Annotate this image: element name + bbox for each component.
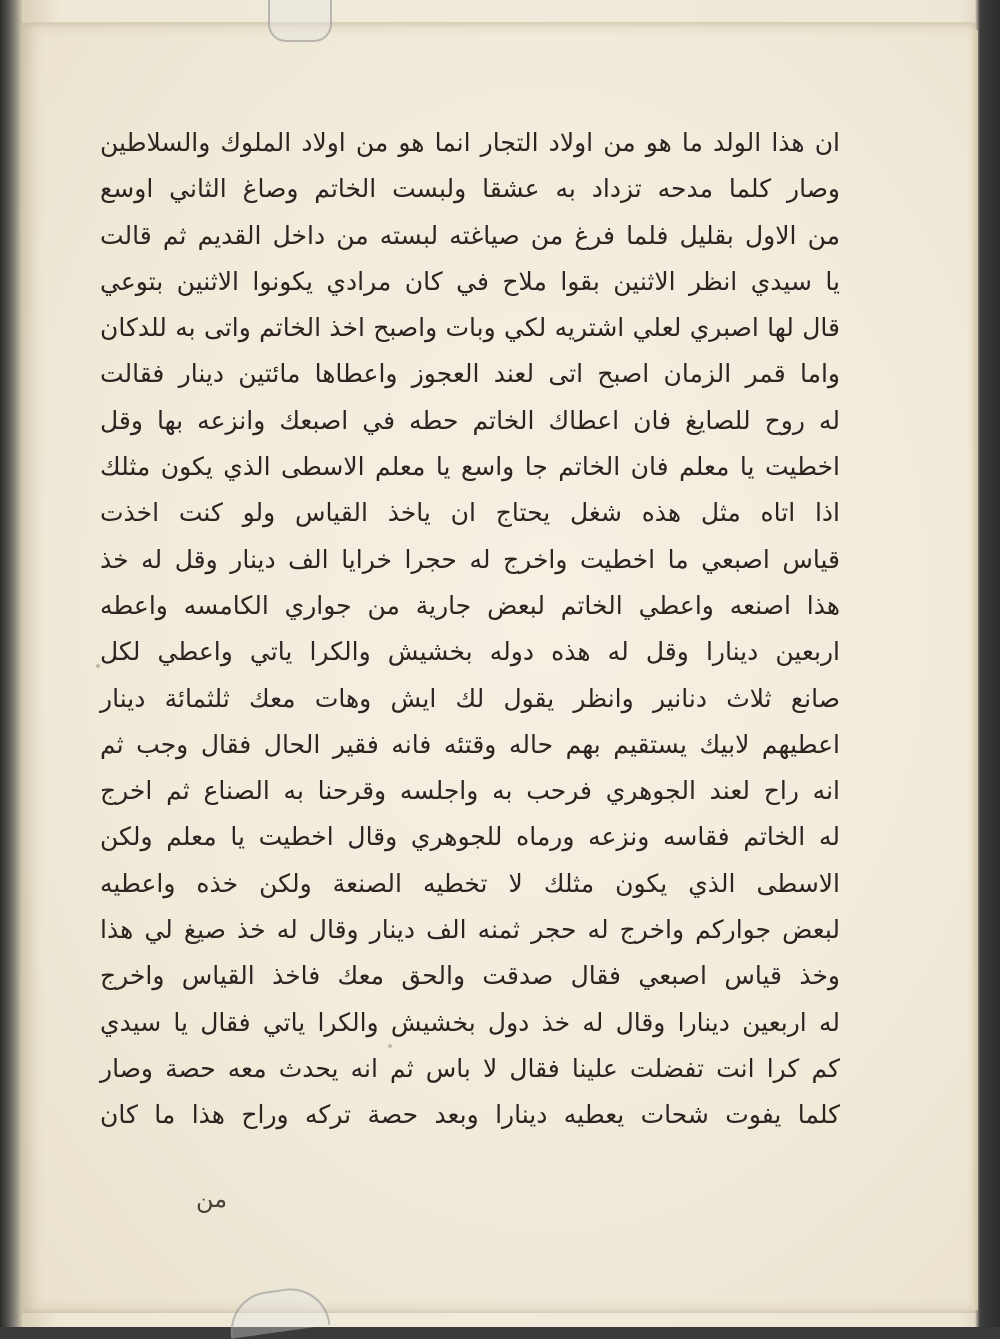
text-line: قال لها اصبري لعلي اشتريه لكي وبات واصبح اخذ الخاتم واتى به للدكان — [100, 313, 840, 343]
text-line: قياس اصبعي ما اخطيت واخرج له حجرا خرايا الف دينار وقل له خذ — [100, 544, 840, 574]
text-line: يا سيدي انظر الاثنين بقوا ملاح في كان مرادي يكونوا الاثنين بتوعي — [100, 266, 840, 296]
text-line: صانع ثلاث دنانير وانظر يقول لك ايش وهات معك ثلثمائة دينار — [100, 683, 840, 713]
text-line: وخذ قياس اصبعي فقال صدقت والحق معك فاخذ القياس واخرج — [100, 961, 840, 991]
text-line: اربعين دينارا وقل له هذه دوله بخشيش والكرا ياتي واعطي لكل — [100, 637, 840, 667]
text-line: من الاول بقليل فلما فرغ من صياغته لبسته من داخل القديم ثم قالت — [100, 220, 840, 250]
text-line: له الخاتم فقاسه ونزعه ورماه للجوهري وقال اخطيت يا معلم ولكن — [100, 822, 840, 852]
text-line: انه راح لعند الجوهري فرحب به واجلسه وقرحنا به الصناع ثم اخرج — [100, 776, 840, 806]
text-line: وصار كلما مدحه تزداد به عشقا ولبست الخاتم وصاغ الثاني اوسع — [100, 174, 840, 204]
top-clip — [268, 0, 332, 42]
text-line: اعطيهم لابيك يستقيم بهم حاله وقتئه فانه فقير الحال فقال وجب ثم — [100, 729, 840, 759]
text-line: كم كرا انت تفضلت علينا فقال لا باس ثم انه يحدث معه حصة وصار — [100, 1053, 840, 1083]
manuscript-text — [100, 120, 840, 1139]
text-line: هذا اصنعه واعطي الخاتم لبعض جارية من جواري الكامسه واعطه — [100, 590, 840, 620]
text-line: له روح للصايغ فان اعطاك الخاتم حطه في اصبعك وانزعه بها وقل — [100, 405, 840, 435]
page-edge — [972, 30, 978, 1310]
text-line: له اربعين دينارا وقال له خذ دول بخشيش والكرا ياتي فقال يا سيدي — [100, 1007, 840, 1037]
binding-gutter — [0, 0, 22, 1327]
text-line: واما قمر الزمان اصبح اتى لعند العجوز واعطاها مائتين دينار فقالت — [100, 359, 840, 389]
text-line: اذا اتاه مثل هذه شغل يحتاج ان ياخذ القياس ولو كنت اخذت — [100, 498, 840, 528]
catchword: من — [196, 1185, 228, 1213]
text-line: لبعض جواركم واخرج له حجر ثمنه الف دينار وقال له خذ صيغ لي هذا — [100, 915, 840, 945]
text-line: كلما يفوت شحات يعطيه دينارا وبعد حصة تركه وراح هذا ما كان — [100, 1100, 840, 1130]
text-line: ان هذا الولد ما هو من اولاد التجار انما هو من اولاد الملوك والسلاطين — [100, 128, 840, 157]
text-line: اخطيت يا معلم فان الخاتم جا واسع يا معلم الاسطى الذي يكون مثلك — [100, 452, 840, 482]
text-line: الاسطى الذي يكون مثلك لا تخطيه الصنعة ولكن خذه واعطيه — [100, 868, 840, 898]
